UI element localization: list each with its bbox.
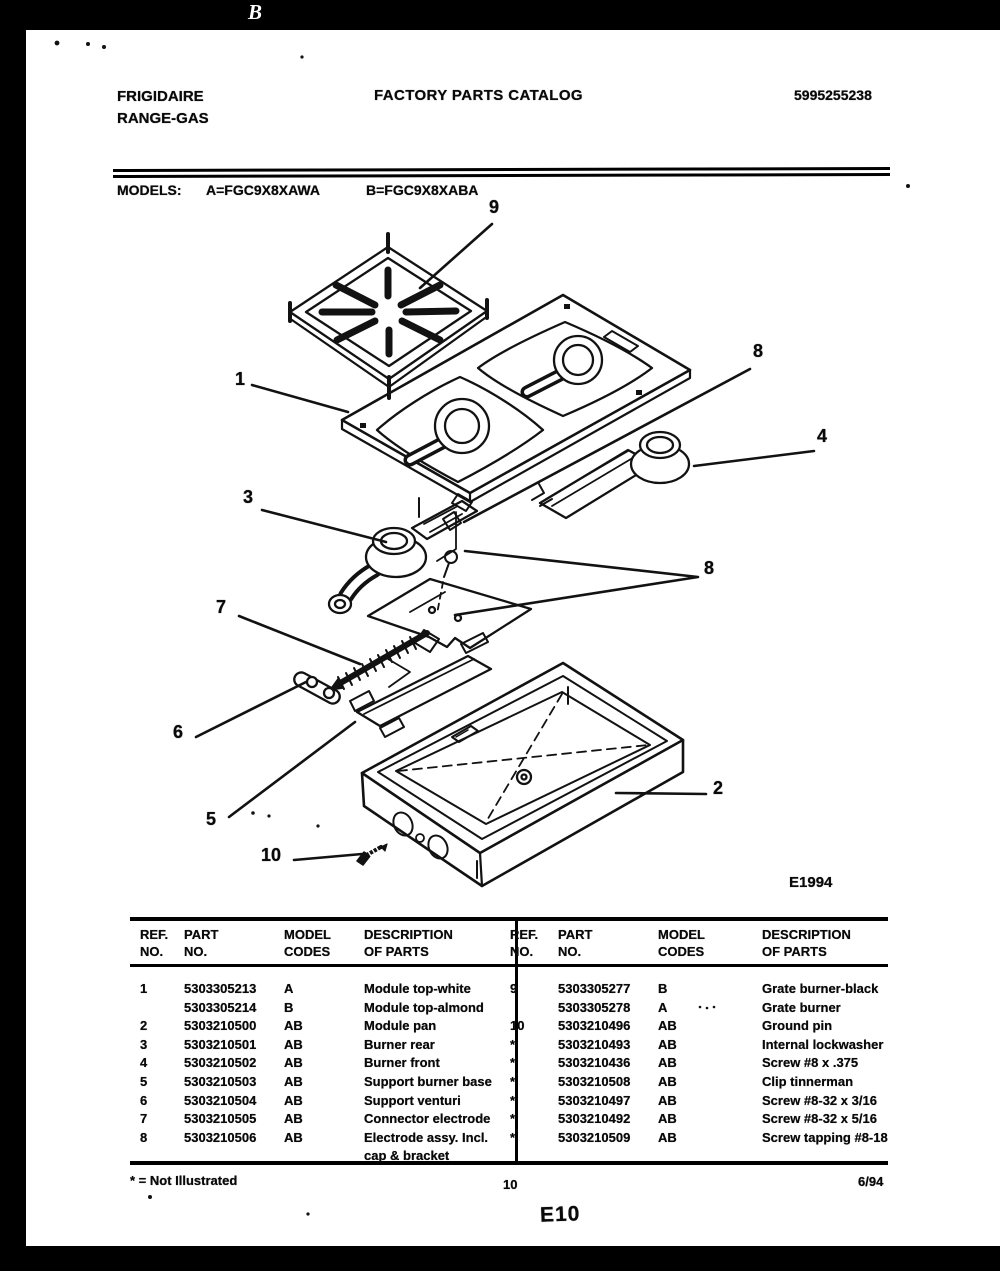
table-row [500,1036,888,1055]
table-row [500,1110,888,1129]
part-no-cell: 5303210508 [558,1073,631,1089]
right-parts-table [500,980,888,1147]
part-no-cell: 5303210505 [184,1111,257,1127]
right-table-header [500,926,888,960]
part-no-cell: 5303210501 [184,1036,257,1052]
part-no-cell: 5303210493 [558,1036,631,1052]
table-row [132,1092,508,1111]
table-row [500,1054,888,1073]
description-header: DESCRIPTION OF PARTS [762,927,851,959]
table-row [132,1054,508,1073]
description-cell: Clip tinnerman [762,1073,854,1089]
callout-3: 3 [243,487,254,507]
grate-part [290,234,487,398]
part-no-cell: 5303305277 [558,981,631,996]
module-pan-part [362,663,683,886]
ref-no-cell: 10 [510,1018,525,1034]
part-no-cell: 5303210500 [184,1018,257,1034]
model-codes-header: MODEL CODES [658,927,705,959]
model-codes-cell: AB [284,1129,303,1145]
table-row [132,1036,508,1055]
ref-no-cell: * [510,1055,516,1071]
part-no-cell: 5303210503 [184,1073,257,1089]
model-b: B=FGC9X8XABA [366,182,479,198]
part-no-cell: 5303210502 [184,1055,257,1071]
description-cell: Connector electrode [364,1111,491,1127]
support-bracket-part [368,579,531,648]
table-row [132,1017,508,1036]
ref-no-cell: * [510,1092,516,1108]
callout-9: 9 [489,197,500,217]
table-row [132,980,508,999]
callout-8a: 8 [753,341,764,361]
module-top-part [342,295,690,517]
ref-no-cell: 3 [140,1036,148,1052]
ref-no-cell: * [510,1073,516,1089]
table-row [132,1073,508,1092]
model-codes-cell: AB [284,1055,303,1071]
part-no-cell: 5303305278 [558,999,631,1015]
part-no-cell [184,1147,284,1166]
model-codes-cell: A [284,981,294,996]
left-table-header [132,926,508,960]
description-cell: cap & bracket [364,1148,450,1164]
description-cell: Electrode assy. Incl. [364,1129,489,1145]
not-illustrated-note: * = Not Illustrated [130,1173,238,1188]
description-cell: Burner front [364,1055,440,1071]
ref-no-cell: 9 [510,981,518,996]
catalog-number: 5995255238 [794,87,872,103]
model-codes-cell: AB [658,1055,677,1071]
callout-7: 7 [216,597,227,617]
model-codes-cell: AB [284,1036,303,1052]
model-codes-cell: B [284,999,294,1015]
callout-2: 2 [713,778,724,798]
callout-10: 10 [261,845,282,865]
description-cell: Screw #8 x .375 [762,1055,859,1071]
table-row [500,1092,888,1111]
ref-no-cell: 2 [140,1018,148,1034]
table-row [132,1129,508,1148]
ref-no-cell: * [510,1036,516,1052]
table-row [500,999,888,1018]
table-row [132,1147,508,1166]
model-codes-cell: AB [284,1018,303,1034]
description-cell: Module pan [364,1018,437,1034]
table-row [500,980,888,999]
models-label: MODELS: [117,182,182,198]
callout-1: 1 [235,369,246,389]
description-cell: Screw tapping #8-18 [762,1129,888,1145]
ref-no-cell: * [510,1129,516,1145]
ref-no-cell: 7 [140,1111,148,1127]
table-row [132,1110,508,1129]
description-cell: Internal lockwasher [762,1036,884,1052]
ref-no-cell [132,999,184,1018]
ref-no-cell: 6 [140,1092,148,1108]
table-rule-header [130,964,888,967]
model-codes-cell: AB [284,1111,303,1127]
ref-no-cell: 1 [140,981,148,996]
description-header: DESCRIPTION OF PARTS [364,927,453,959]
ref-no-cell [132,1147,184,1166]
venturi-support-part [330,630,439,690]
table-row [500,1129,888,1148]
ref-no-cell: * [510,1111,516,1127]
table-row [500,1017,888,1036]
part-no-cell: 5303210436 [558,1055,631,1071]
part-no-cell: 5303305214 [184,999,257,1015]
plate-code: E10 [539,1202,581,1227]
model-codes-header: MODEL CODES [284,927,331,959]
ref-no-cell: 8 [140,1129,148,1145]
description-cell: Burner rear [364,1036,435,1052]
brand-name: FRIGIDAIRE [117,88,204,105]
issue-date: 6/94 [858,1174,884,1189]
ref-no-cell [500,999,558,1018]
model-codes-cell: AB [658,1129,677,1145]
callout-5: 5 [206,809,217,829]
ref-no-cell: 4 [140,1055,148,1071]
description-cell: Module top-white [364,981,471,996]
callout-8b: 8 [704,558,715,578]
model-codes-cell: AB [658,1073,677,1089]
page-number: 10 [503,1177,518,1192]
model-codes-cell [284,1147,364,1166]
figure-code: E1994 [789,874,833,891]
ref-no-cell: 5 [140,1073,148,1089]
brand-product-line: RANGE-GAS [117,110,209,127]
model-codes-cell: AB [658,1036,677,1052]
model-codes-cell: AB [658,1092,677,1108]
description-cell: Screw #8-32 x 3/16 [762,1092,877,1108]
description-cell: Ground pin [762,1018,833,1034]
description-cell: Support burner base [364,1073,492,1089]
description-cell: Support venturi [364,1092,461,1108]
part-no-cell: 5303210497 [558,1092,631,1108]
model-codes-cell: AB [658,1111,677,1127]
part-no-cell: 5303210506 [184,1129,257,1145]
table-row [132,999,508,1018]
left-parts-table [132,980,508,1166]
model-codes-cell: B [658,981,668,996]
part-no-cell: 5303305213 [184,981,257,996]
description-cell: Grate burner-black [762,981,879,996]
model-codes-cell: A [658,999,668,1015]
scan-corner-mark: B [248,0,263,24]
description-cell: Screw #8-32 x 5/16 [762,1111,877,1127]
ref-no-header: REF. NO. [140,927,169,959]
description-cell: Grate burner [762,999,841,1015]
part-no-cell: 5303210496 [558,1018,631,1034]
part-no-cell: 5303210504 [184,1092,257,1108]
table-row [500,1073,888,1092]
electrode-parts [437,512,461,614]
part-no-cell: 5303210492 [558,1111,631,1127]
model-codes-cell: AB [284,1073,303,1089]
model-codes-cell: AB [284,1092,303,1108]
ref-no-header: REF. NO. [510,927,539,959]
model-a: A=FGC9X8XAWA [206,182,320,198]
callout-6: 6 [173,722,184,742]
part-no-cell: 5303210509 [558,1129,631,1145]
part-no-header: PART NO. [558,927,593,959]
table-rule-top [130,917,888,921]
description-cell: Module top-almond [364,999,484,1015]
page-title: FACTORY PARTS CATALOG [374,87,583,104]
connector-bracket-part [294,672,340,703]
callout-4: 4 [817,426,828,446]
model-codes-cell: AB [658,1018,677,1034]
part-no-header: PART NO. [184,927,219,959]
